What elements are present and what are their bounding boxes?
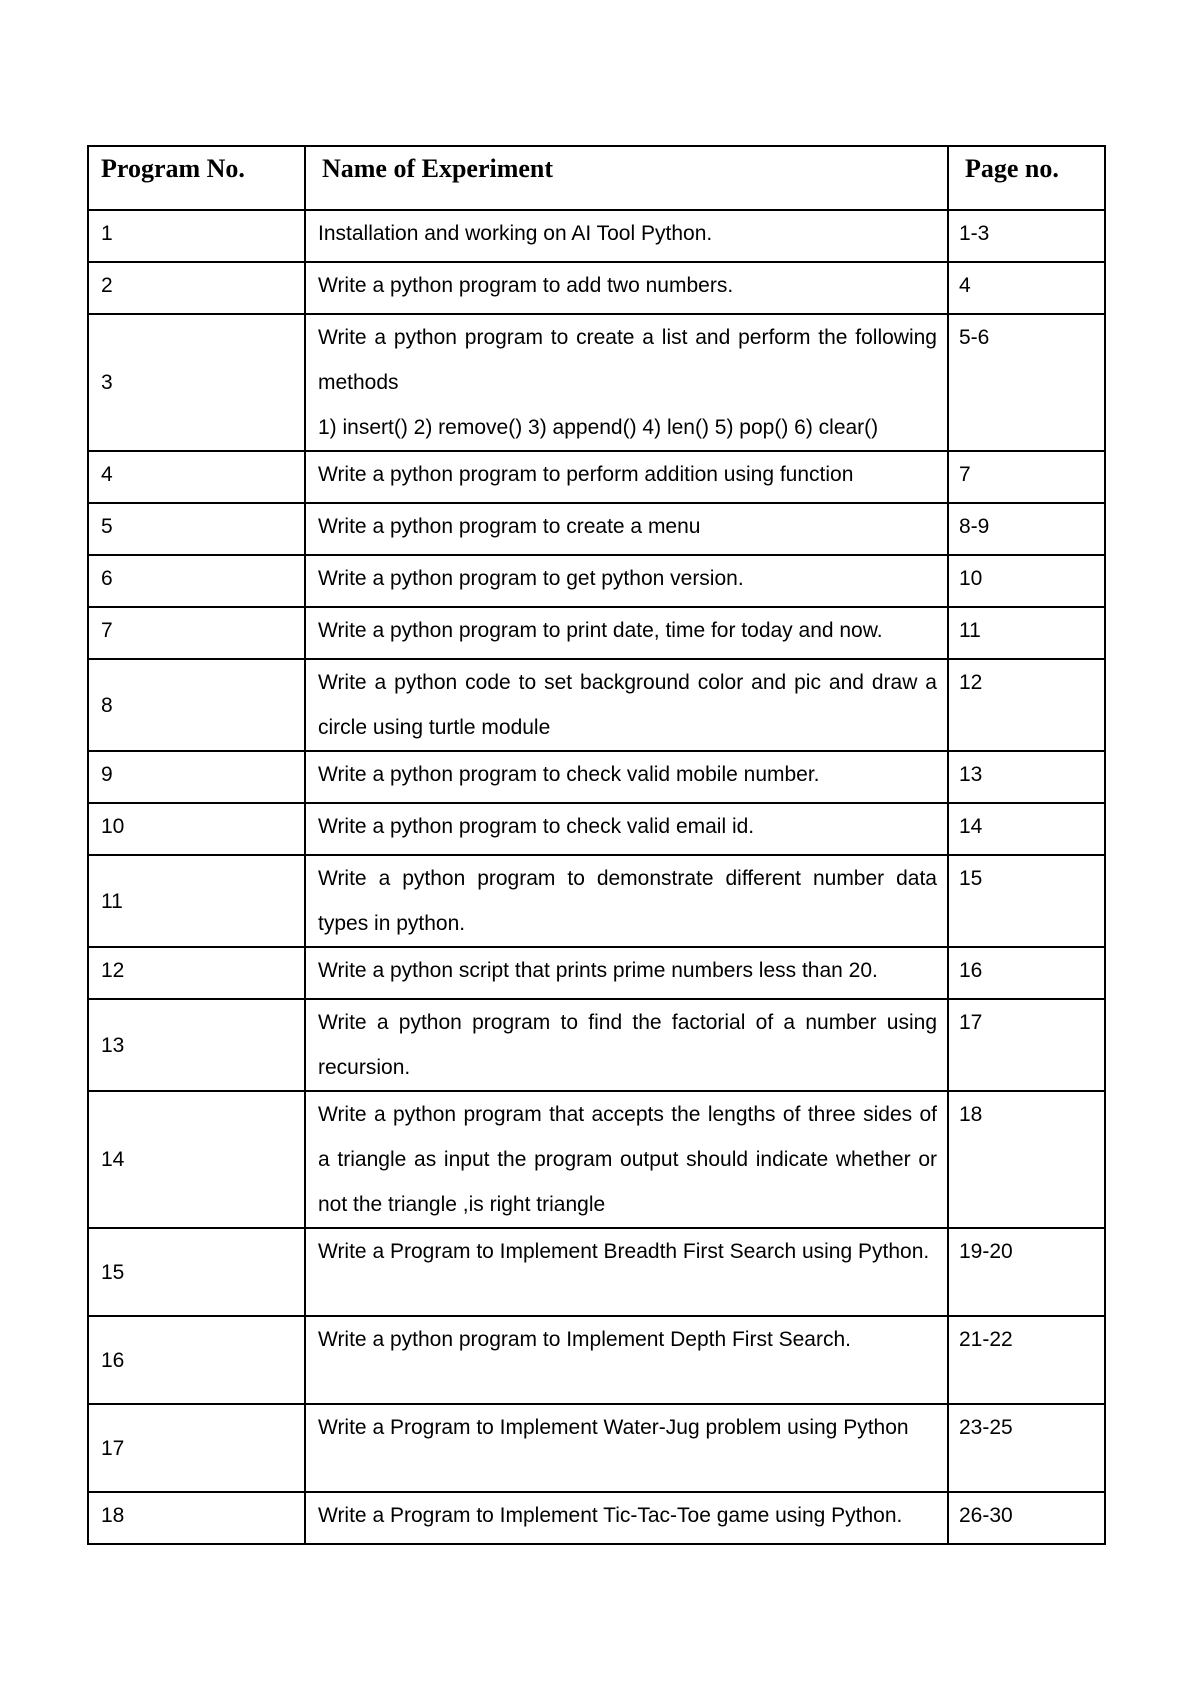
program-number: 17 [88,1404,305,1492]
table-row [88,855,1105,947]
table-row [88,1404,1105,1492]
table-row [88,1316,1105,1404]
experiment-name-line: Write a Program to Implement Breadth First Search using Python. [318,1240,930,1263]
table-row [88,262,1105,314]
table-row [88,607,1105,659]
experiment-name-line: Write a python script that prints prime numbers less than 20. [318,959,878,982]
program-number: 12 [88,947,305,999]
page-range: 12 [948,659,1105,751]
table-row [88,451,1105,503]
page-range: 4 [948,262,1105,314]
experiment-name-line: Write a python program to Implement Depth First Search. [318,1328,851,1351]
program-number: 7 [88,607,305,659]
table-row [88,659,1105,751]
table-row [88,947,1105,999]
page-range: 5-6 [948,314,1105,451]
program-number: 10 [88,803,305,855]
page-range: 14 [948,803,1105,855]
page-range: 1-3 [948,210,1105,262]
page-range: 21-22 [948,1316,1105,1404]
program-number: 2 [88,262,305,314]
experiment-name-line: Write a Program to Implement Water-Jug problem using Python [318,1416,909,1439]
experiment-name-line: Write a python program to create a menu [318,515,701,538]
page-range: 23-25 [948,1404,1105,1492]
experiment-name-line: 1) insert() 2) remove() 3) append() 4) len() 5) pop() 6) clear() [318,416,879,439]
page-range: 8-9 [948,503,1105,555]
experiment-name-line: Write a python code to set background color and pic and draw a circle using turtle module [318,671,937,739]
table-row [88,1228,1105,1316]
page-range: 10 [948,555,1105,607]
header-page-no: Page no. [948,146,1105,210]
experiment-name [305,1228,948,1316]
program-number: 6 [88,555,305,607]
program-number: 14 [88,1091,305,1228]
experiment-name [305,659,948,751]
experiment-name [305,314,948,451]
table-header-row [88,146,1105,210]
program-number: 3 [88,314,305,451]
table-row [88,555,1105,607]
program-number: 18 [88,1492,305,1544]
page-range: 7 [948,451,1105,503]
experiment-name-line: Write a python program to find the factorial of a number using recursion. [318,1011,937,1079]
experiment-name-line: Write a Program to Implement Tic-Tac-Toe game using Python. [318,1504,903,1527]
experiment-name [305,803,948,855]
program-number: 4 [88,451,305,503]
table-row [88,503,1105,555]
experiment-name [305,751,948,803]
experiment-name [305,999,948,1091]
experiment-name [305,451,948,503]
table-row [88,1091,1105,1228]
program-number: 15 [88,1228,305,1316]
experiment-name-line: Write a python program to perform addition using function [318,463,854,486]
page-range: 13 [948,751,1105,803]
header-name-of-experiment: Name of Experiment [305,146,948,210]
experiment-name [305,210,948,262]
page-range: 18 [948,1091,1105,1228]
page-range: 15 [948,855,1105,947]
program-number: 11 [88,855,305,947]
experiment-index-table [87,145,1106,1545]
experiment-name [305,1316,948,1404]
program-number: 8 [88,659,305,751]
program-number: 1 [88,210,305,262]
experiment-name-line: Write a python program to check valid email id. [318,815,755,838]
experiment-name-line: Installation and working on AI Tool Python. [318,222,713,245]
table-row [88,1492,1105,1544]
experiment-name-line: Write a python program that accepts the lengths of three sides of a triangle as input the program output should indicate whether or not the triangle ,is right triangle [318,1103,937,1216]
experiment-name-line: Write a python program to print date, time for today and now. [318,619,883,642]
table-row [88,803,1105,855]
header-program-no: Program No. [88,146,305,210]
experiment-name [305,1404,948,1492]
experiment-name-line: Write a python program to check valid mobile number. [318,763,820,786]
experiment-name [305,503,948,555]
program-number: 16 [88,1316,305,1404]
experiment-name-line: Write a python program to demonstrate different number data types in python. [318,867,937,935]
page-range: 19-20 [948,1228,1105,1316]
program-number: 13 [88,999,305,1091]
program-number: 9 [88,751,305,803]
experiment-name-line: Write a python program to get python version. [318,567,744,590]
table-row [88,314,1105,451]
experiment-name [305,1091,948,1228]
table-row [88,210,1105,262]
experiment-name [305,607,948,659]
page-range: 16 [948,947,1105,999]
experiment-name [305,262,948,314]
page-range: 26-30 [948,1492,1105,1544]
table-row [88,751,1105,803]
experiment-name [305,555,948,607]
experiment-name [305,947,948,999]
table-row [88,999,1105,1091]
page-range: 17 [948,999,1105,1091]
experiment-name-line: Write a python program to create a list and perform the following methods [318,326,937,394]
experiment-name [305,855,948,947]
experiment-name-line: Write a python program to add two numbers. [318,274,734,297]
page-range: 11 [948,607,1105,659]
experiment-name [305,1492,948,1544]
program-number: 5 [88,503,305,555]
